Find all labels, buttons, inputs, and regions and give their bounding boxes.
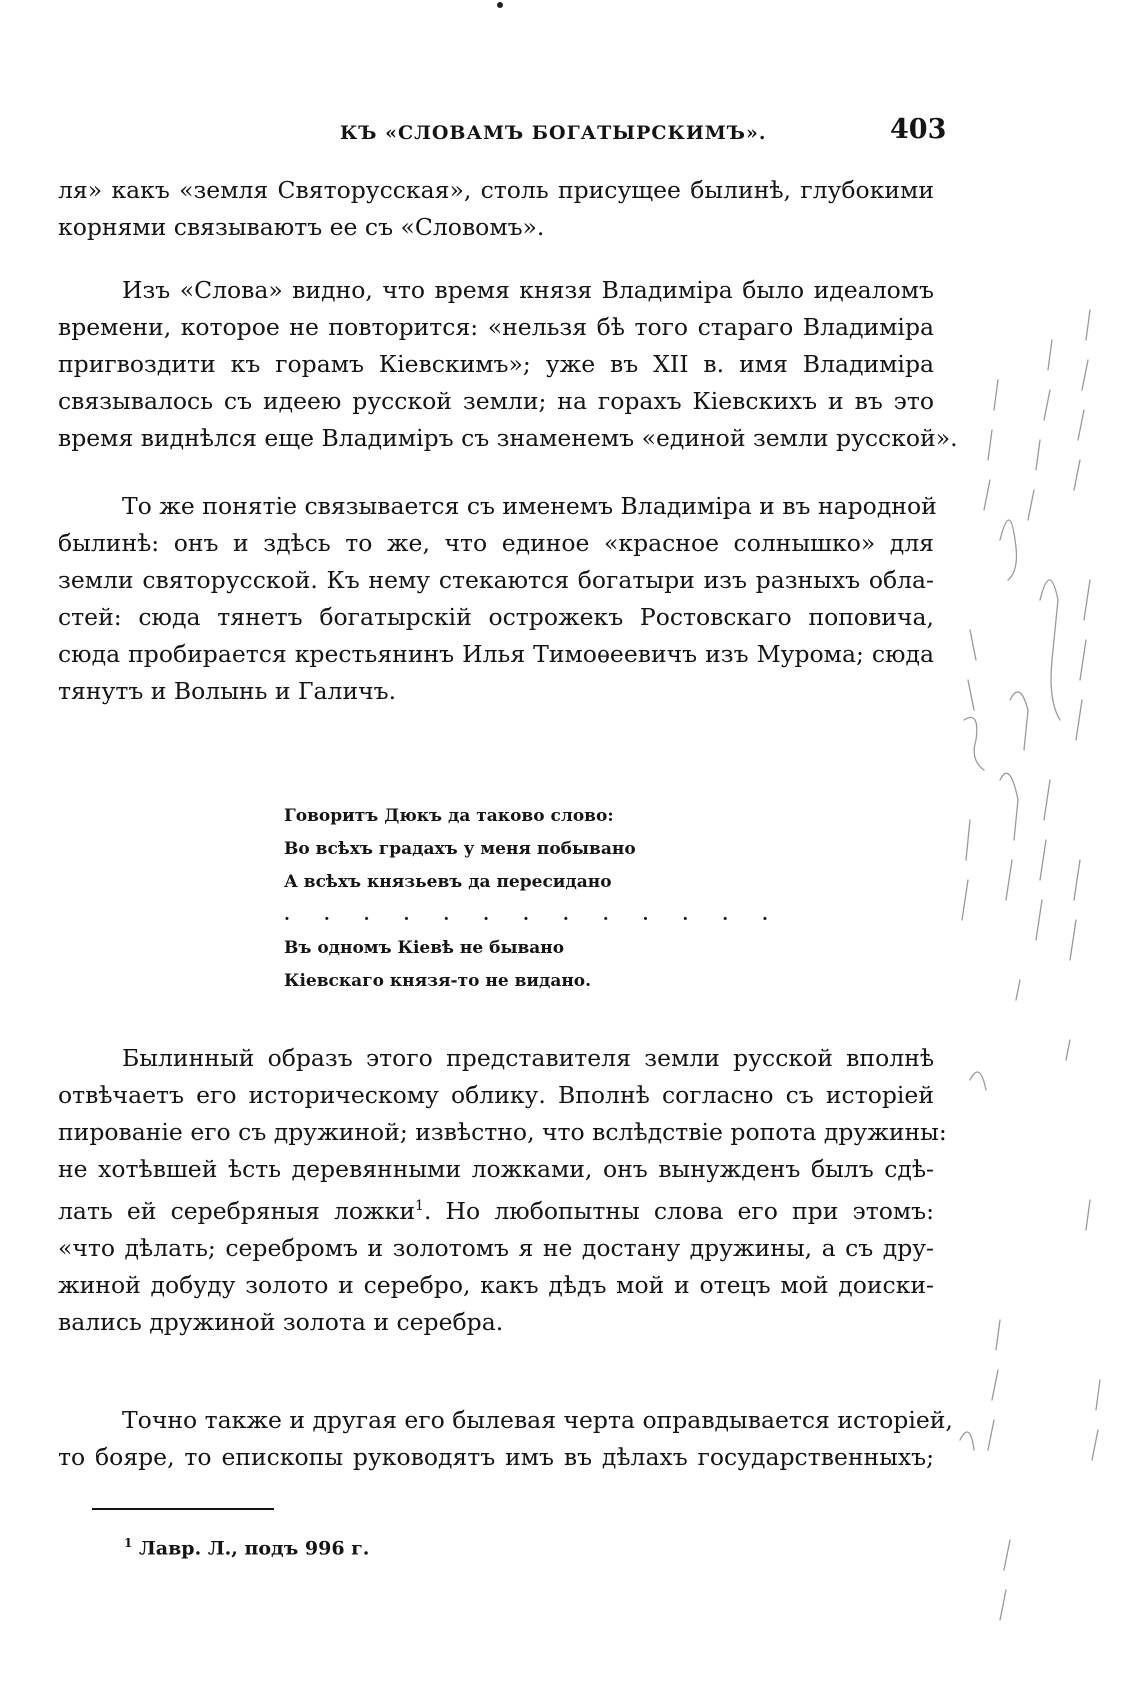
- text-line: то бояре, то епископы руководятъ имъ въ дѣлахъ государственныхъ;: [58, 1443, 934, 1471]
- text-line: связывалось съ идеею русской земли; на горахъ Кіевскихъ и въ это: [58, 387, 934, 415]
- text-line: тянутъ и Волынь и Галичъ.: [58, 677, 397, 705]
- margin-pencil-marks: [940, 300, 1130, 1700]
- verse-line: Говоритъ Дюкъ да таково слово:: [284, 806, 614, 826]
- text-line: былинѣ: онъ и здѣсь то же, что единое «красное солнышко» для: [58, 529, 934, 557]
- paragraph: [58, 1040, 947, 1341]
- verse-line: А всѣхъ князьевъ да пересидано: [284, 872, 612, 892]
- text-line: жиной добуду золото и серебро, какъ дѣдъ мой и отецъ мой доиски-: [58, 1270, 934, 1299]
- text-line: вались дружиной золота и серебра.: [58, 1307, 504, 1336]
- text-line: время виднѣлся еще Владиміръ съ знаменемъ «единой земли русской».: [58, 424, 958, 452]
- running-head: КЪ «СЛОВАМЪ БОГАТЫРСКИМЪ».: [340, 122, 767, 144]
- text-line: «что дѣлать; серебромъ и золотомъ я не достану дружины, а съ дру-: [58, 1233, 934, 1262]
- footnote-reference[interactable]: 1: [415, 1198, 424, 1214]
- text-line: Точно также и другая его былевая черта оправдывается исторіей,: [122, 1406, 953, 1434]
- footnote-marker: 1: [124, 1536, 133, 1550]
- text-line: земли святорусской. Къ нему стекаются богатыри изъ разныхъ обла-: [58, 566, 934, 594]
- page-number: 403: [890, 114, 947, 145]
- footnote-rule: [92, 1508, 274, 1510]
- verse-line: Во всѣхъ градахъ у меня побывано: [284, 839, 636, 859]
- paragraph: [58, 1402, 953, 1476]
- paragraph: [58, 272, 958, 457]
- footnote-text: Лавр. Л., подъ 996 г.: [138, 1537, 370, 1560]
- footnote: [124, 1536, 369, 1559]
- text-line: корнями связываютъ ее съ «Словомъ».: [58, 213, 545, 241]
- text-line: ля» какъ «земля Святорусская», столь присущее былинѣ, глубокими: [58, 176, 934, 204]
- verse-quotation: [284, 800, 782, 998]
- text-line: Изъ «Слова» видно, что время князя Владиміра было идеаломъ: [122, 276, 934, 304]
- verse-ellipsis: . . . . . . . . . . . . .: [284, 905, 782, 925]
- text-line: пригвоздити къ горамъ Кіевскимъ»; уже въ XII в. имя Владиміра: [58, 350, 934, 378]
- verse-line: Кіевскаго князя-то не видано.: [284, 971, 592, 991]
- text-line: времени, которое не повторится: «нельзя бѣ того стараго Владиміра: [58, 313, 934, 341]
- text-line: не хотѣвшей ѣсть деревянными ложками, онъ вынужденъ былъ сдѣ-: [58, 1155, 934, 1183]
- verse-line: Въ одномъ Кіевѣ не бывано: [284, 938, 565, 958]
- text-line: пированіе его съ дружиной; извѣстно, что вслѣдствіе ропота дружины:: [58, 1118, 947, 1146]
- text-line: сюда пробирается крестьянинъ Илья Тимоѳеевичъ изъ Мурома; сюда: [58, 640, 934, 668]
- text-line: Былинный образъ этого представителя земли русской вполнѣ: [122, 1044, 934, 1072]
- text-segment: . Но любопытны слова его при этомъ:: [423, 1196, 934, 1225]
- paragraph: [58, 488, 937, 710]
- text-line: стей: сюда тянетъ богатырскій острожекъ Ростовскаго поповича,: [58, 603, 934, 631]
- text-segment: лать ей серебряныя ложки: [58, 1196, 416, 1225]
- text-line: отвѣчаетъ его историческому облику. Вполнѣ согласно съ исторіей: [58, 1081, 934, 1109]
- ink-dot: [497, 2, 503, 8]
- paragraph-continuation: [58, 172, 934, 246]
- text-line: [58, 1188, 934, 1230]
- text-line: То же понятіе связывается съ именемъ Владиміра и въ народной: [122, 492, 937, 520]
